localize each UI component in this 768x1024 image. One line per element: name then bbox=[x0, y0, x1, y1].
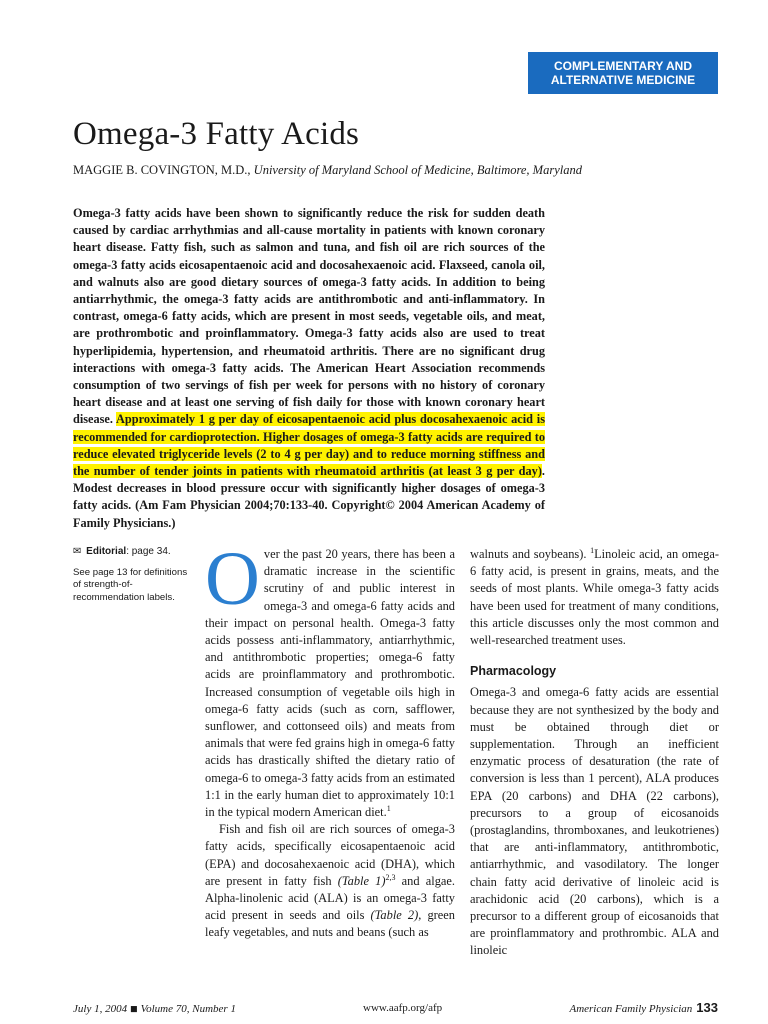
sor-note: See page 13 for definitions of strength-of-recommendation labels. bbox=[73, 566, 188, 603]
sidenote bbox=[73, 546, 195, 604]
article-title: Omega-3 Fatty Acids bbox=[73, 116, 360, 152]
pharmacology-paragraph: Omega-3 and omega-6 fatty acids are essential because they are not synthesized by the body and must be obtained through diet or supplementation. Through an inefficient enzymatic process of desaturation (the rate of conversion is less than 1 percent), ALA produces EPA (20 carbons) and DHA (22 carbons), precursors to a group of eicosanoids (prostaglandins, thromboxanes, and leukotrienes) that are anti-inflammatory, antithrombotic, antiarrhythmic, and vasodilatory. The longer chain fatty acid derivative of linoleic acid is arachidonic acid (20 carbons), which is a precursor to a different group of eicosanoids that are proinflammatory and prothrombic. ALA and linoleic bbox=[470, 685, 719, 958]
banner-line-1: COMPLEMENTARY AND bbox=[554, 59, 692, 73]
journal-url: www.aafp.org/afp bbox=[363, 1002, 443, 1014]
author-affiliation: University of Maryland School of Medicine, Baltimore, Maryland bbox=[253, 163, 582, 177]
fish-oil-text-2: and algae. Alpha-linolenic acid (ALA) is an omega-3 fatty acid present in seeds and oils bbox=[205, 873, 455, 923]
abstract-highlighted-text: Approximately 1 g per day of eicosapentaenoic acid plus docosahexaenoic acid is recommended for cardioprotection. Higher dosages of omega-3 fatty acids are required to reduce elevated triglyceride levels (2 to 4 g per day) and to reduce morning stiffness and the number of tender joints in patients with rheumatoid arthritis (at least 3 g per day) bbox=[73, 412, 545, 479]
page-number: 133 bbox=[696, 1000, 718, 1015]
abstract-text-after: . Modest decreases in blood pressure occur with significantly higher dosages of omega-3 fatty acids. (Am Fam Physician 2004;70:133-40. Copyright© 2004 American Academy of Family Physicians.) bbox=[73, 464, 545, 530]
body-column-1 bbox=[205, 537, 455, 942]
fish-oil-text-3: green leafy vegetables, and nuts and beans (such as bbox=[205, 908, 455, 940]
table-2-ref: (Table 2), bbox=[370, 908, 422, 923]
section-banner bbox=[528, 52, 718, 94]
intro-text: ver the past 20 years, there has been a dramatic increase in the scientific scrutiny of and public interest in omega-3 and omega-6 fatty acids and their impact on personal health. Omega-3 fatty acids possess anti-inflammatory, antiarrhythmic, and antithrombotic properties; omega-6 fatty acids are proinflammatory and prothrombotic. Increased consumption of vegetable oils high in omega-6 fatty acids (such as corn, safflower, sunflower, and cottonseed oils) and meats from animals that were fed grains high in omega-6 fatty acids has drastically shifted the dietary ratio of omega-6 to omega-3 fatty acids from an estimated 1:1 in the early human diet to approximately 10:1 in the typical modern American diet. bbox=[205, 547, 455, 820]
editorial-page: : page 34. bbox=[126, 546, 171, 557]
section-heading: Pharmacology bbox=[470, 664, 557, 679]
fish-oil-paragraph-continued: walnuts and soybeans). $^1$Linoleic acid, an omega-6 fatty acid, is present in grains, meats, and the seeds of most plants. While omega-3 fatty acids have been used for treatment of many conditions, this article discusses only the most common and well-researched treatment uses. bbox=[470, 545, 720, 648]
citation-ref: 1 bbox=[386, 803, 391, 813]
author-name: MAGGIE B. COVINGTON, M.D., bbox=[73, 163, 251, 177]
body-column-2 bbox=[470, 546, 719, 960]
page-footer bbox=[73, 1000, 718, 1018]
table-1-ref: (Table 1) bbox=[337, 873, 386, 888]
abstract-text-before: Omega-3 fatty acids have been shown to significantly reduce the risk for sudden death caused by cardiac arrhythmias and all-cause mortality in patients with known coronary heart disease. Fatty fish, such as salmon and tuna, and fish oil are rich sources of the omega-3 fatty acids eicosapentaenoic acid and docosahexaenoic acid. Flaxseed, canola oil, and walnuts also are good dietary sources of omega-3 fatty acids. In addition to being antiarrhythmic, the omega-3 fatty acids are antithrombotic and anti-inflammatory. In contrast, omega-6 fatty acids, which are present in most seeds, vegetable oils, and meat, are prothrombotic and proinflammatory. Omega-3 fatty acids also are used to treat hyperlipidemia, hypertension, and rheumatoid arthritis. There are no significant drug interactions with omega-3 fatty acids. The American Heart Association recommends consumption of two servings of fish per week for persons with no history of coronary heart disease and at least one serving of fish daily for those with known coronary heart disease. bbox=[73, 206, 545, 427]
editorial-note bbox=[73, 546, 195, 559]
citation-ref: 1 bbox=[590, 545, 595, 555]
issue-info: July 1, 2004 ◾ Volume 70, Number 1 bbox=[73, 1003, 236, 1015]
banner-line-2: ALTERNATIVE MEDICINE bbox=[550, 73, 696, 87]
abstract bbox=[73, 205, 545, 532]
citation-ref: 2,3 bbox=[385, 872, 396, 882]
fish-oil-paragraph bbox=[205, 821, 455, 941]
editorial-label: Editorial bbox=[86, 546, 127, 557]
intro-paragraph bbox=[205, 537, 455, 821]
byline bbox=[73, 163, 582, 178]
envelope-icon: ✉ bbox=[73, 546, 82, 557]
journal-page bbox=[569, 1000, 718, 1015]
drop-cap: O bbox=[205, 537, 260, 621]
journal-name: American Family Physician bbox=[569, 1003, 693, 1015]
fish-oil-text: Fish and fish oil are rich sources of omega-3 fatty acids, specifically eicosapentaenoic acid (EPA) and docosahexaenoic acid (DHA), which are present in fatty fish bbox=[205, 822, 455, 888]
